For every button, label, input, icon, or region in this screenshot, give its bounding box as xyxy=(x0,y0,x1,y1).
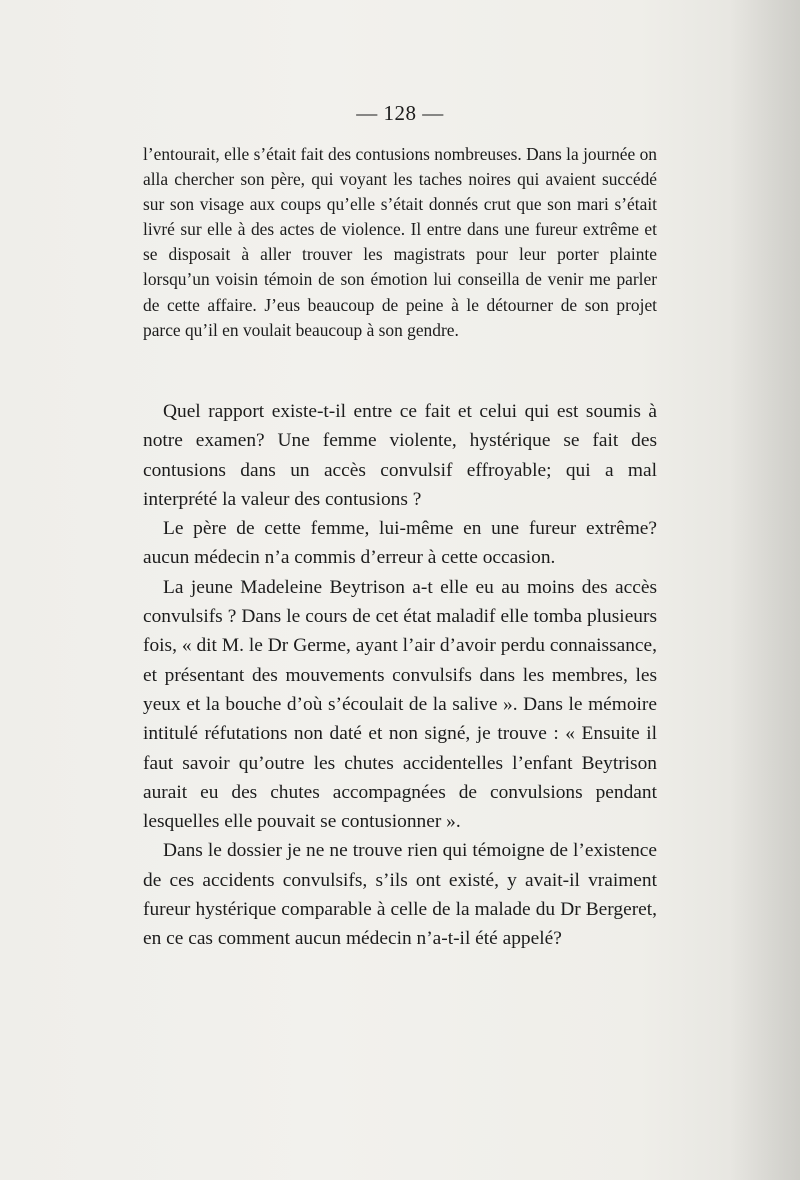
page-number: — 128 — xyxy=(356,101,444,125)
paragraph-3: La jeune Madeleine Beytrison a-t elle eu au moins des accès convulsifs ? Dans le cours de cet état maladif elle tomba plusieurs fois, « dit M. le Dr Germe, ayant l’air d’avoir perdu connaissance, et présentant des mouvements convulsifs dans les membres, les yeux et la bouche d’où s’écoulait de la salive ». Dans le mémoire intitulé réfutations non daté et non signé, je trouve : « Ensuite il faut savoir qu’outre les chutes accidentelles l’enfant Beytrison aurait eu des chutes accompagnées de convulsions pendant lesquelles elle pouvait se contusionner ». xyxy=(143,576,657,833)
small-paragraph: l’entourait, elle s’était fait des contusions nombreuses. Dans la journée on alla chercher son père, qui voyant les taches noires qui avaient succédé sur son visage aux coups qu’elle s’était donnés crut que son mari s’était livré sur elle à des actes de violence. Il entre dans une fureur extrême et se disposait à aller trouver les magistrats pour leur porter plainte lorsqu’un voisin témoin de son émotion lui conseilla de venir me parler de cette affaire. J’eus beaucoup de peine à le détourner de son projet parce qu’il en voulait beaucoup à son gendre. xyxy=(143,144,657,340)
paragraph-1: Quel rapport existe-t-il entre ce fait et celui qui est soumis à notre examen? Une femme violente, hystérique se fait des contusions dans un accès convulsif effroyable; qui a mal interprété la valeur des contusions ? xyxy=(143,401,657,510)
main-text xyxy=(143,397,657,954)
page-edge-shadow xyxy=(730,0,800,1180)
quoted-case-paragraph xyxy=(143,142,657,343)
paragraph-2: Le père de cette femme, lui-même en une fureur extrême? aucun médecin n’a commis d’erreur à cette occasion. xyxy=(143,518,657,569)
paragraph-4: Dans le dossier je ne ne trouve rien qui témoigne de l’existence de ces accidents convulsifs, s’ils ont existé, y avait-il vraiment fureur hystérique comparable à celle de la malade du Dr Bergeret, en ce cas comment aucun médecin n’a-t-il été appelé? xyxy=(143,840,657,950)
